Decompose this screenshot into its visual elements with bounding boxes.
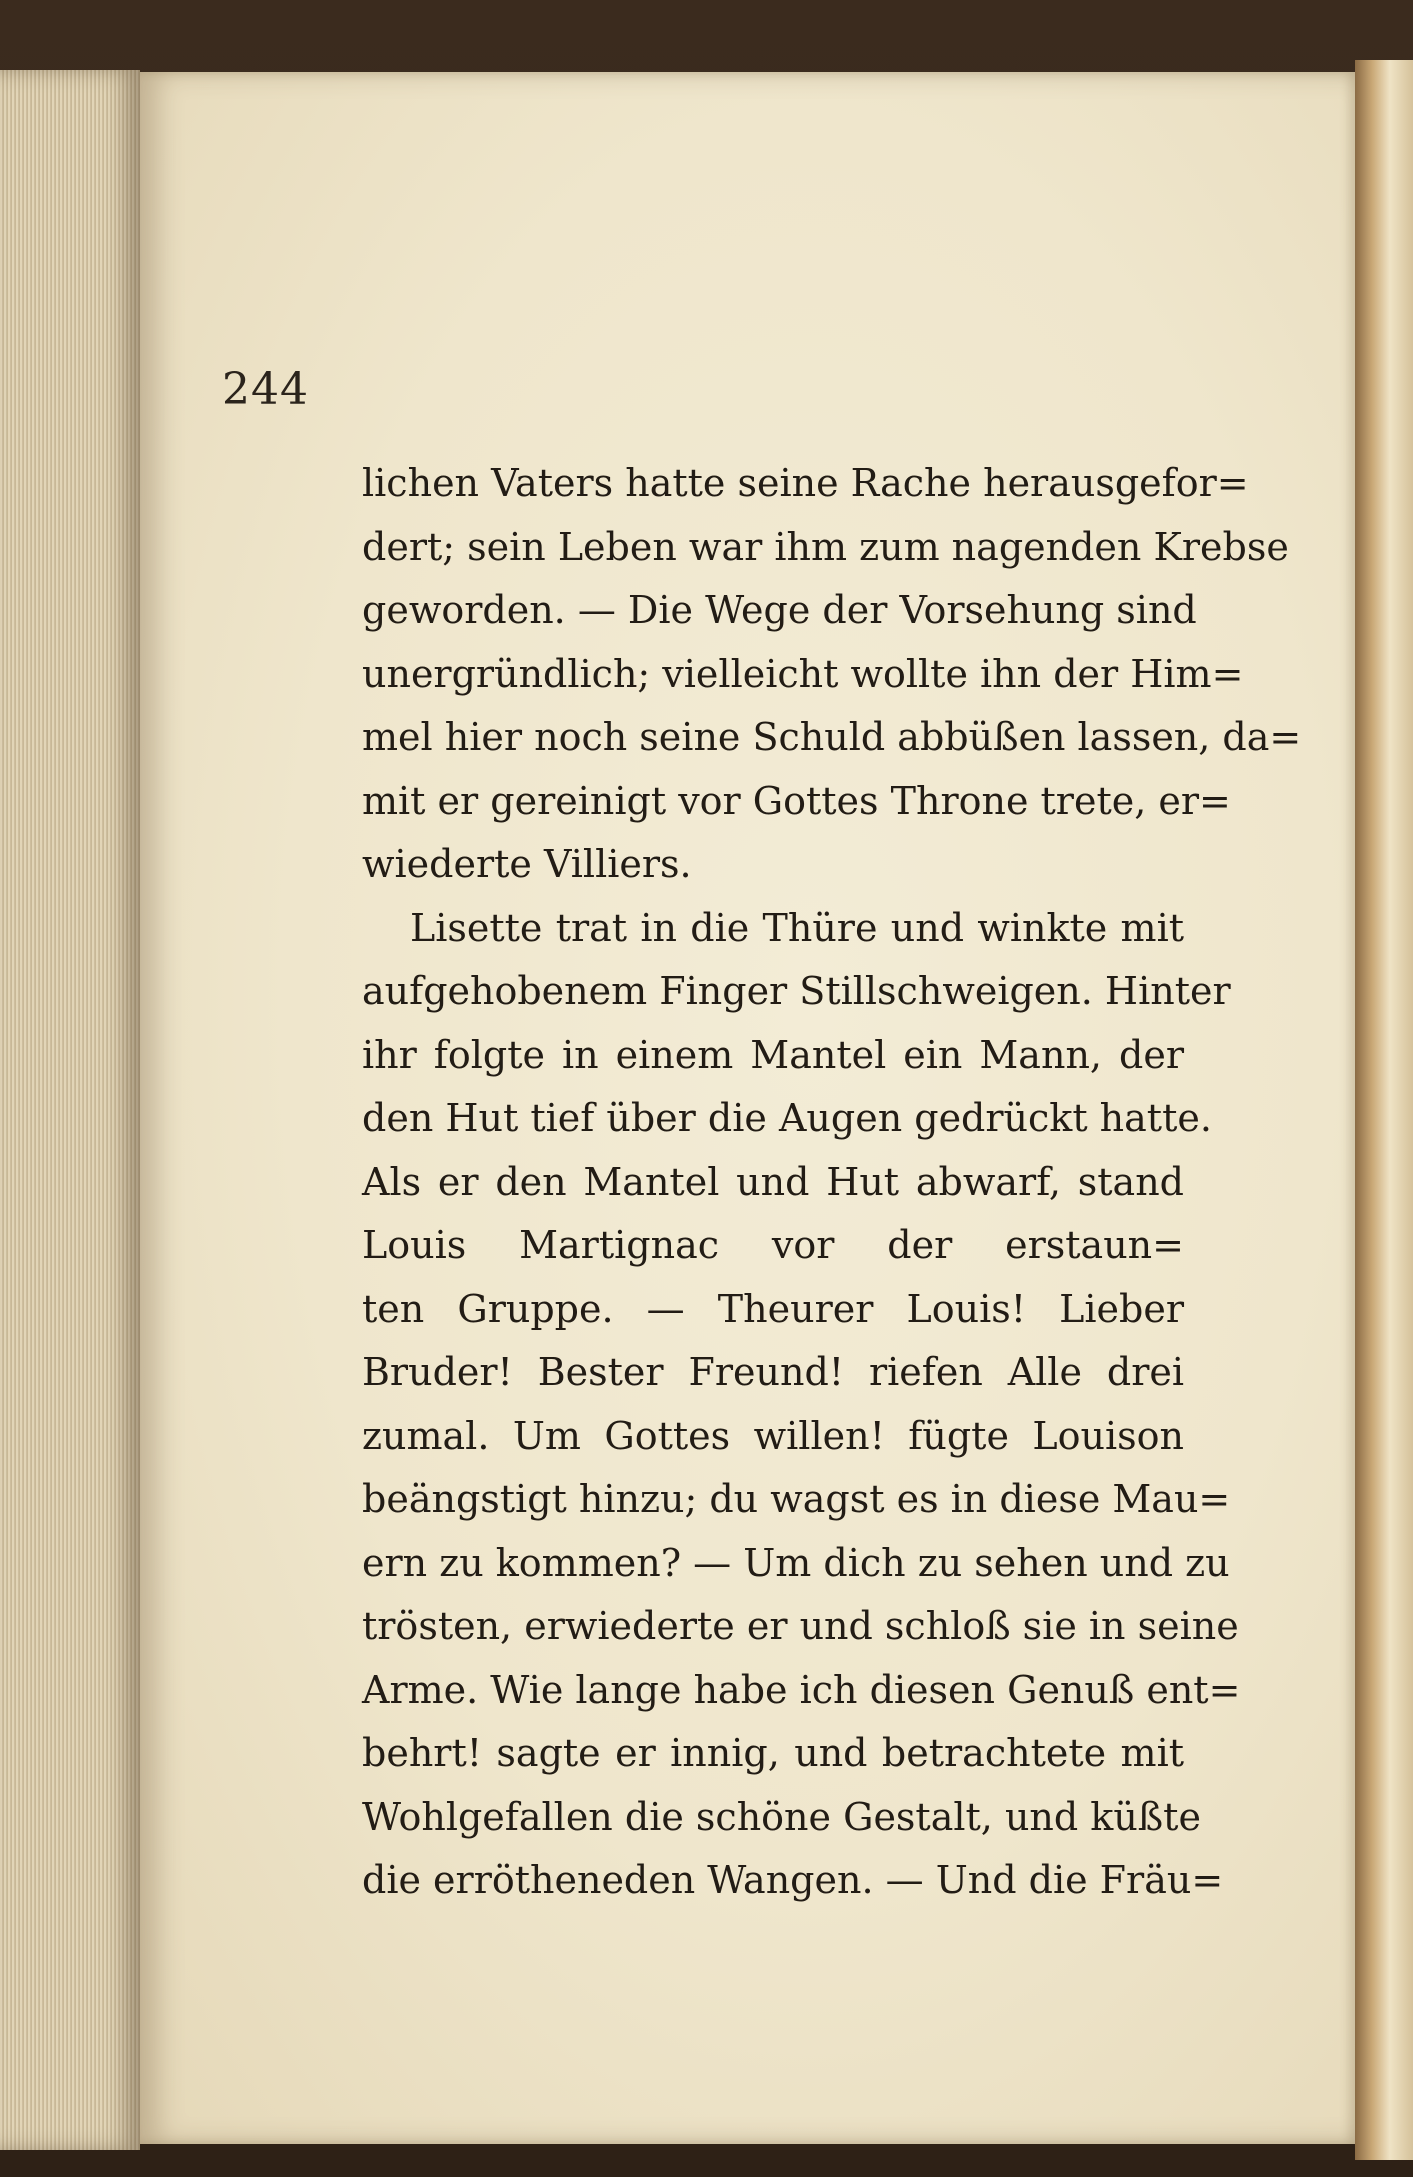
text-line: ten Gruppe. — Theurer Louis! Lieber [362, 1286, 1184, 1331]
text-line: lichen Vaters hatte seine Rache herausgefor= [362, 461, 1249, 505]
text-line: die errötheneden Wangen. — Und die Fräu= [362, 1858, 1224, 1902]
book-cover-edge [1355, 60, 1413, 2160]
text-line: wiederte Villiers. [362, 842, 692, 886]
text-line: trösten, erwiederte er und schloß sie in seine [362, 1604, 1239, 1648]
text-line: Lisette trat in die Thüre und winkte mit [410, 905, 1184, 950]
text-line: Louis Martignac vor der erstaun= [362, 1223, 1184, 1267]
text-line: ihr folgte in einem Mantel ein Mann, der [362, 1032, 1184, 1077]
text-line: Wohlgefallen die schöne Gestalt, und küßte [362, 1794, 1201, 1839]
text-line: den Hut tief über die Augen gedrückt hatte. [362, 1096, 1212, 1140]
text-line: mel hier noch seine Schuld abbüßen lassen, da= [362, 715, 1302, 759]
text-line: ern zu kommen? — Um dich zu sehen und zu [362, 1540, 1230, 1585]
text-line: zumal. Um Gottes willen! fügte Louison [362, 1413, 1184, 1458]
text-line: aufgehobenem Finger Stillschweigen. Hinter [362, 969, 1231, 1013]
page-number: 244 [222, 364, 309, 415]
text-line: behrt! sagte er innig, und betrachtete mit [362, 1731, 1184, 1775]
text-line: Arme. Wie lange habe ich diesen Genuß ent= [362, 1667, 1241, 1712]
page-edges [0, 70, 140, 2150]
text-line: Bruder! Bester Freund! riefen Alle drei [362, 1350, 1184, 1394]
text-line: geworden. — Die Wege der Vorsehung sind [362, 588, 1197, 632]
body-text [362, 452, 1302, 1913]
text-line: unergründlich; vielleicht wollte ihn der Him= [362, 651, 1244, 696]
text-line: beängstigt hinzu; du wagst es in diese Mau= [362, 1477, 1231, 1521]
text-line: Als er den Mantel und Hut abwarf, stand [362, 1159, 1184, 1204]
text-line: dert; sein Leben war ihm zum nagenden Krebse [362, 524, 1289, 569]
text-line: mit er gereinigt vor Gottes Throne trete, er= [362, 778, 1231, 823]
